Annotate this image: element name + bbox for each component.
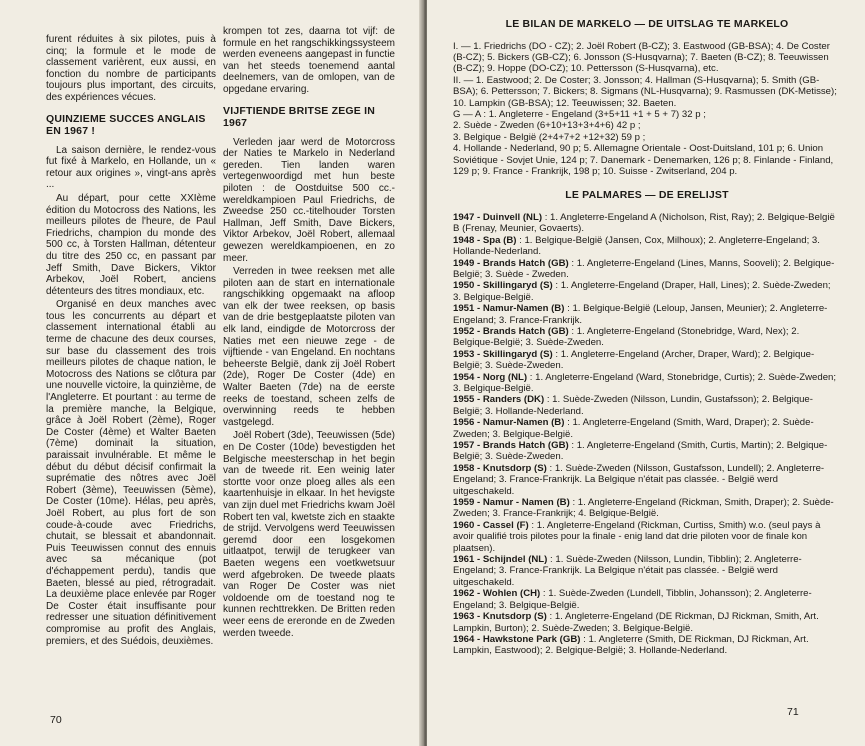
palmares-year: 1962 - [453,588,483,600]
palmares-venue: Norg (NL) [482,371,530,383]
palmares-result: : 1. Angleterre-Engeland (Lines, Manns, Sooveli); 2. Belgique-België; 3. Suède - Zweden. [453,257,835,280]
palmares-venue: Duinvell (NL) [482,211,545,223]
palmares-result: : 1. Suède-Zweden (Nilsson, Lundin, Gustafsson); 2. Belgique-België; 3. Hollande-Nederland. [453,394,813,417]
palmares-result: : 1. Angleterre-Engeland (Archer, Draper, Ward); 2. Belgique-België; 3. Suède-Zweden. [453,348,815,372]
palmares-result: : 1. Angleterre-Engeland A (Nicholson, Rist, Ray); 2. Belgique-België B (Frenay, Meunier, Govaerts). [453,211,835,235]
palmares-year: 1961 - [453,554,483,566]
bilan-results [453,41,841,178]
bilan-line: 3. Belgique - België (2+4+7+2 +12+32) 59 p ; [453,131,646,143]
palmares-result: : 1. Angleterre-Engeland (Rickman, Smith, Draper); 2. Suède-Zweden; 3. France-Frankrijk; 4. Belgique-België. [453,497,834,520]
french-paragraph: Organisé en deux manches avec tous les concurrents au départ et classement international établi au terme de chacune des deux courses, sur base du classement des trois meilleurs pilotes de chaque nation, le Motocross des Nations se clôtura par une nouvelle victoire, la quinzième, de l'Angleterre. Et pourtant : au terme de la première manche, la Belgique, grâce à Joël Robert (2ème), Roger De Coster (4ème) et Walter Baeten (7ème) dominait la situation, paraissait invulnérable. Et même le début du début décisif confirmait la suprématie des nôtres avec Joël Robert (3ème), Teeuwissen (5ème), De Coster (10me). Hélas, peu après, Joël Robert, au plus fort de son coude-à-coude avec Friedrichs, chutait, se blessait et abandonnait. Puis Teeuwissen connut des ennuis avec sa mécanique (pot d'échappement perdu), tandis que Baeten, blessé au pied, rétrogradait. La deuxième place enlevée par Roger De Coster était insuffisante pour redresser une situation définitivement compromise au profit des Anglais, premiers, et des Suédois, deuxièmes. [46,299,216,647]
dutch-paragraph: Verleden jaar werd de Motorcross der Naties te Markelo in Nederland gereden. Tien landen waren vertegenwoordigd met hun beste piloten : de Oostduitse 500 cc.-wereldkampioen Paul Friedrichs, de Zweedse 250 cc.-titelhouder Torsten Hallman, Jeff Smith, Dave Bickers, Viktor Arbekov, Joël Robert, allemaal gewezen wereldkampioenen, en zo meer. [223,136,395,264]
palmares-entry [453,235,841,258]
palmares-list [453,212,841,657]
palmares-year: 1959 - [453,497,483,509]
palmares-venue: Namur - Namen (B) [482,497,573,509]
palmares-venue: Spa (B) [482,234,520,246]
results-column [453,14,841,657]
palmares-result: : 1. Angleterre-Engeland (Draper, Hall, Lines); 2. Suède-Zweden; 3. Belgique-België. [453,280,831,303]
palmares-entry [453,497,841,520]
palmares-year: 1951 - [453,303,483,315]
palmares-result: : 1. Angleterre-Engeland (Rickman, Curtiss, Smith) w.o. (seul pays à avoir qualifié trois pilotes pour la finale - enig land dat drie piloten voor de finale kon plaatsen). [453,519,821,554]
palmares-entry [453,349,841,372]
palmares-venue: Knutsdorp (S) [482,611,550,623]
palmares-venue: Namur-Namen (B) [482,417,568,429]
left-page [0,0,422,746]
bilan-line: II. — 1. Eastwood; 2. De Coster; 3. Jonsson; 4. Hallman (S-Husqvarna); 5. Smith (GB-BSA); 6. Pettersson; 7. Bickers; 8. Sigmans (NL-Husqvarna); 9. Rasmussen (DK-Metisse); 10. Lampkin (GB-BSA); 12. Teeuwissen; 32. Baeten. [453,74,837,109]
palmares-entry [453,212,841,235]
palmares-entry [453,303,841,326]
palmares-year: 1952 - [453,325,483,337]
right-page [427,0,865,746]
right-column-dutch [223,26,395,639]
palmares-venue: Schijndel (NL) [482,554,551,566]
palmares-venue: Hawkstone Park (GB) [482,633,584,645]
palmares-result: : 1. Angleterre-Engeland (Smith, Curtis, Martin); 2. Belgique-België; 3. Suède-Zweden. [453,440,828,463]
dutch-paragraph: Joël Robert (3de), Teeuwissen (5de) en De Coster (10de) bevestigden het Belgische meesterschap in het begin van de tweede rit. Een weinig later stortte voor onze ploeg alles als een kaartenhuisje in elkaar. In het hevigste van zijn duel met Friedrichs kwam Joël Robert ten val, kwetste zich en staakte de strijd. Vervolgens werd Teeuwissen geremd door een losgekomen uitlaatpot, terwijl de terugkeer van Baeten wegens een voetkwetsuur werd afgebroken. De tweede plaats van Roger De Coster was niet voldoende om de toestand nog te kunnen rechttrekken. De Britten reden weer eens de ereronde en de Zweden werden tweede. [223,430,395,639]
palmares-entry [453,520,841,554]
palmares-result: : 1. Suède-Zweden (Lundell, Tibblin, Johansson); 2. Angleterre-Engeland; 3. Belgique-België. [453,588,812,611]
palmares-result: : 1. Angleterre-Engeland (Stonebridge, Ward, Nex); 2. Belgique-België; 3. Suède-Zweden. [453,325,800,349]
palmares-venue: Namur-Namen (B) [482,303,568,315]
palmares-year: 1948 - [453,234,483,246]
palmares-result: : 1. Angleterre-Engeland (DE Rickman, DJ Rickman, Smith, Art. Lampkin, Burton); 2. Suède-Zweden; 3. Belgique-België. [453,611,819,634]
dutch-heading: VIJFTIENDE BRITSE ZEGE IN 1967 [223,104,376,130]
palmares-result: : 1. Angleterre-Engeland (Ward, Stonebridge, Curtis); 2. Suède-Zweden; 3. Belgique-België. [453,371,837,394]
palmares-entry [453,588,841,611]
palmares-entry [453,554,841,588]
palmares-year: 1963 - [453,611,483,623]
french-heading: QUINZIEME SUCCES ANGLAIS EN 1967 ! [46,112,206,138]
palmares-year: 1949 - [453,257,483,269]
palmares-entry [453,326,841,349]
palmares-year: 1950 - [453,280,483,292]
bilan-line: 2. Suède - Zweden (6+10+13+3+4+6) 42 p ; [453,120,641,132]
palmares-year: 1958 - [453,462,483,474]
palmares-venue: Skillingaryd (S) [482,280,556,292]
palmares-entry [453,440,841,463]
palmares-entry [453,372,841,395]
palmares-entry [453,280,841,303]
palmares-venue: Skillingaryd (S) [482,348,556,360]
palmares-year: 1960 - [453,519,483,531]
palmares-year: 1956 - [453,417,483,429]
french-paragraph: La saison dernière, le rendez-vous fut fixé à Markelo, en Hollande, un « retour aux origines », vingt-ans après ... [46,144,216,191]
palmares-venue: Brands Hatch (GB) [482,257,572,269]
palmares-venue: Randers (DK) [482,394,547,406]
palmares-entry [453,611,841,634]
palmares-venue: Brands Hatch (GB) [482,325,572,337]
palmares-entry [453,463,841,497]
palmares-result: : 1. Suède-Zweden (Nilsson, Lundin, Tibblin); 2. Angleterre-Engeland; 3. France-Frankrijk. La Belgique n'était pas classée. - België werd uitgeschakeld. [453,554,802,588]
bilan-heading: LE BILAN DE MARKELO — DE UITSLAG TE MARKELO [505,18,789,30]
palmares-entry [453,258,841,281]
palmares-venue: Cassel (F) [482,519,532,531]
palmares-venue: Wohlen (CH) [482,588,543,600]
dutch-intro: krompen tot zes, daarna tot vijf: de formule en het rangschikkingssysteem werden eveneens aangepast in functie van het steeds toenemend aantal deelnemers, van de omlopen, van de opgedane ervaring. [223,26,395,95]
left-column-french [46,34,216,647]
french-paragraph: Au départ, pour cette XXIème édition du Motocross des Nations, les meilleurs pilotes de l'heure, de Paul Friedrichs, champion du monde des 500 cc, à Torsten Hallman, détenteur du titre des 250 cc, en passant par Jeff Smith, Dave Bickers, Viktor Arbekov, Joël Robert, anciens détenteurs des titres mondiaux, etc. [46,192,216,297]
bilan-line: I. — 1. Friedrichs (DO - CZ); 2. Joël Robert (B-CZ); 3. Eastwood (GB-BSA); 4. De Coster (B-CZ); 5. Bickers (GB-CZ); 6. Jonsson (S-Husqvarna); 7. Baeten (B-CZ); 8. Teeuwissen (B-CZ); 9. Hoppe (DO-CZ); 10. Pettersson (S-Husqvarna), etc. [453,40,830,75]
palmares-entry [453,394,841,417]
page-number-left: 70 [50,714,62,726]
palmares-entry [453,417,841,440]
palmares-venue: Knutsdorp (S) [482,462,550,474]
palmares-result: : 1. Belgique-België (Jansen, Cox, Milhoux); 2. Angleterre-Engeland; 3. Hollande-Nederland. [453,234,820,258]
bilan-line: G — A : 1. Angleterre - Engeland (3+5+11 +1 + 5 + 7) 32 p ; [453,108,706,120]
palmares-venue: Brands Hatch (GB) [482,440,572,451]
bilan-line: 4. Hollande - Nederland, 90 p; 5. Allemagne Orientale - Oost-Duitsland, 101 p; 6. Union Soviétique - Sovjet Unie, 124 p; 7. Danemark - Denemarken, 126 p; 8. Finlande - Finland, 129 p; 9. France - Frankrijk, 198 p; 10. Suisse - Zwitserland, 204 p. [453,143,834,177]
palmares-year: 1947 - [453,211,483,223]
palmares-result: : 1. Belgique-België (Leloup, Jansen, Meunier); 2. Angleterre-Engeland; 3. France-Frankrijk. [453,303,828,326]
palmares-year: 1954 - [453,371,483,383]
palmares-year: 1964 - [453,633,483,645]
palmares-entry [453,634,841,657]
palmares-year: 1955 - [453,394,483,406]
palmares-result: : 1. Angleterre (Smith, DE Rickman, DJ Rickman, Art. Lampkin, Eastwood); 2. Belgique-België; 3. Hollande-Nederland. [453,633,809,657]
dutch-paragraph: Verreden in twee reeksen met alle piloten aan de start en internationale rangschikking opgemaakt na afloop van elk der twee reeksen, op basis van de drie bestgeplaatste piloten van elk land, eindigde de Motorcross der Naties met een nieuwe zege - de vijftiende - van Engeland. En nochtans beheerste België, dank zij Joël Robert (2de), Roger De Coster (4de) en Walter Baeten (7de) na de eerste reeks de toestand, scheen zelfs de overwinning reeds te hebben vastgelegd. [223,266,395,428]
palmares-result: : 1. Angleterre-Engeland (Smith, Ward, Draper); 2. Suède-Zweden; 3. Belgique-België. [453,417,814,440]
palmares-heading: LE PALMARES — DE ERELIJST [565,189,729,202]
french-intro: furent réduites à six pilotes, puis à cinq; la formule et le mode de classement varièrent, eux aussi, en fonction du nombre de participants toujours plus important, des circuits, des expériences vécues. [46,34,216,103]
page-number-right: 71 [787,706,799,718]
palmares-year: 1957 - [453,440,483,451]
palmares-year: 1953 - [453,348,483,360]
palmares-result: : 1. Suède-Zweden (Nilsson, Gustafsson, Lundell); 2. Angleterre-Engeland; 3. France-Frankrijk. La Belgique n'était pas classée. - België werd uitgeschakeld. [453,462,825,497]
